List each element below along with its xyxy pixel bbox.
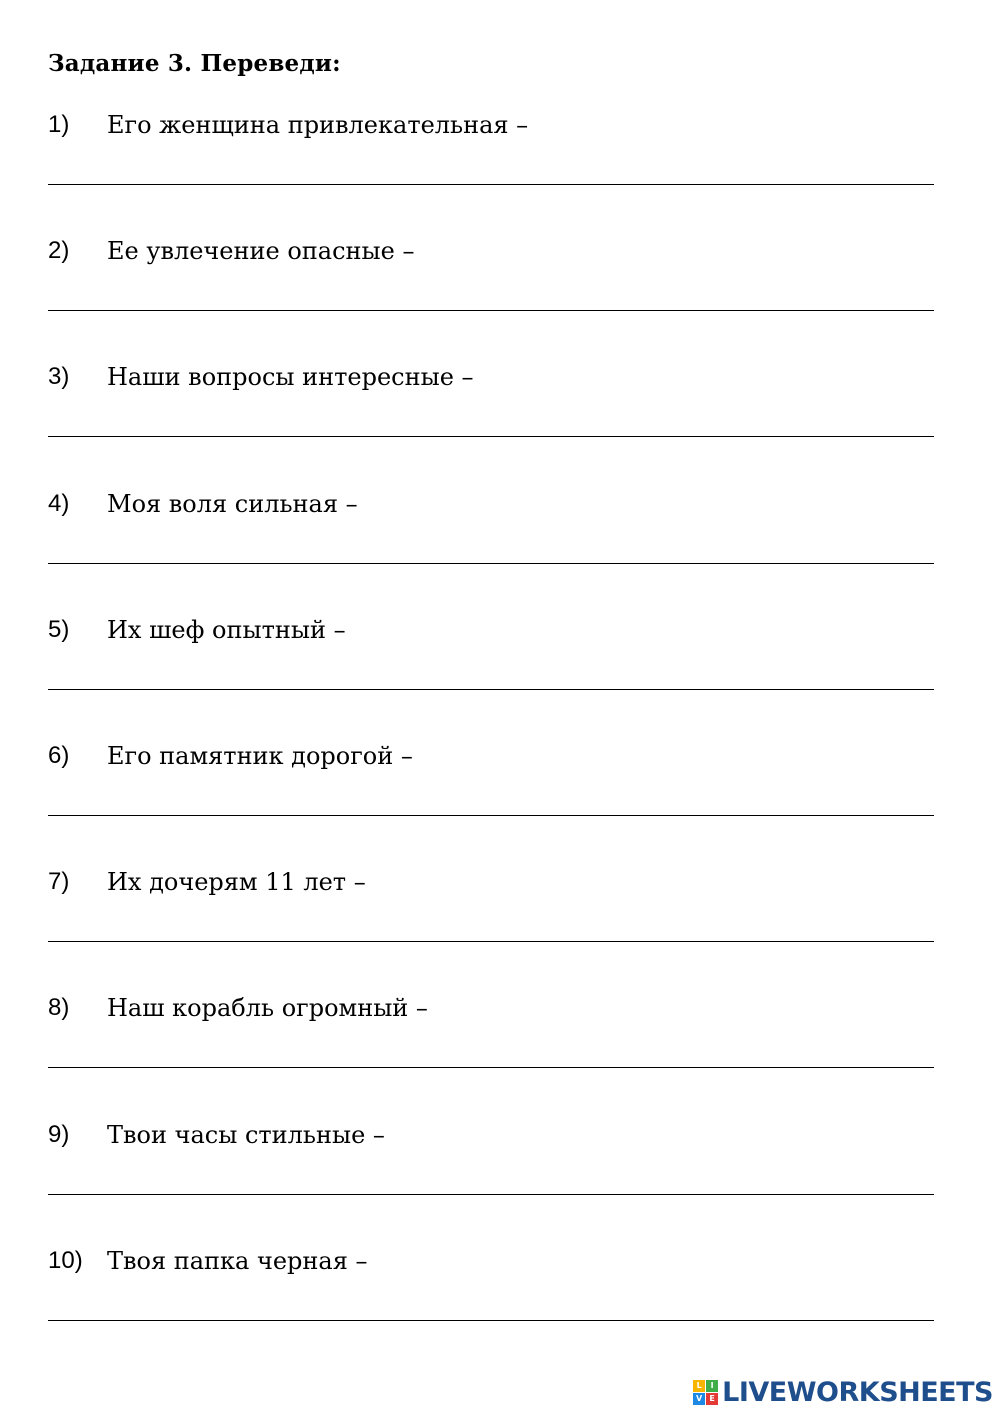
item-number: 7) bbox=[48, 868, 70, 896]
item-sentence: Наши вопросы интересные – bbox=[107, 363, 474, 392]
answer-line[interactable] bbox=[48, 689, 934, 690]
item-number: 4) bbox=[48, 489, 70, 517]
item-sentence: Наш корабль огромный – bbox=[107, 994, 428, 1023]
item-number: 8) bbox=[48, 994, 70, 1022]
item-number: 9) bbox=[48, 1120, 70, 1148]
answer-line[interactable] bbox=[48, 1320, 934, 1321]
answer-line[interactable] bbox=[48, 1067, 934, 1068]
answer-line[interactable] bbox=[48, 436, 934, 437]
exercise-item bbox=[0, 362, 1000, 488]
logo-square-l: L bbox=[693, 1380, 705, 1392]
answer-line[interactable] bbox=[48, 1194, 934, 1195]
answer-line[interactable] bbox=[48, 815, 934, 816]
answer-line[interactable] bbox=[48, 310, 934, 311]
exercise-item bbox=[0, 1120, 1000, 1246]
item-number: 1) bbox=[48, 111, 70, 138]
answer-line[interactable] bbox=[48, 184, 934, 185]
answer-line[interactable] bbox=[48, 941, 934, 942]
liveworksheets-branding bbox=[693, 1378, 993, 1408]
exercise-item bbox=[0, 110, 1000, 236]
logo-square-i: I bbox=[706, 1380, 718, 1392]
exercise-item bbox=[0, 993, 1000, 1119]
item-number: 3) bbox=[48, 363, 70, 391]
item-number: 5) bbox=[48, 615, 70, 643]
task-title: Задание 3. Переведи: bbox=[48, 50, 341, 77]
liveworksheets-logo-icon bbox=[693, 1380, 719, 1406]
item-number: 2) bbox=[48, 237, 70, 265]
item-number: 10) bbox=[48, 1246, 83, 1274]
item-sentence: Твоя папка черная – bbox=[107, 1246, 368, 1275]
exercise-item bbox=[0, 1246, 1000, 1372]
exercise-item bbox=[0, 615, 1000, 741]
item-sentence: Ее увлечение опасные – bbox=[107, 237, 415, 266]
logo-square-v: V bbox=[693, 1393, 705, 1405]
answer-line[interactable] bbox=[48, 563, 934, 564]
exercise-item bbox=[0, 489, 1000, 615]
exercise-item bbox=[0, 867, 1000, 993]
item-sentence: Моя воля сильная – bbox=[107, 489, 358, 518]
liveworksheets-wordmark: LIVEWORKSHEETS bbox=[722, 1377, 993, 1408]
item-sentence: Твои часы стильные – bbox=[107, 1120, 385, 1149]
item-sentence: Его памятник дорогой – bbox=[107, 742, 413, 770]
item-sentence: Его женщина привлекательная – bbox=[107, 111, 529, 139]
exercise-item bbox=[0, 236, 1000, 362]
item-sentence: Их дочерям 11 лет – bbox=[107, 868, 366, 897]
item-number: 6) bbox=[48, 742, 70, 769]
logo-square-e: E bbox=[706, 1393, 718, 1405]
exercise-item bbox=[0, 741, 1000, 867]
item-sentence: Их шеф опытный – bbox=[107, 615, 346, 644]
